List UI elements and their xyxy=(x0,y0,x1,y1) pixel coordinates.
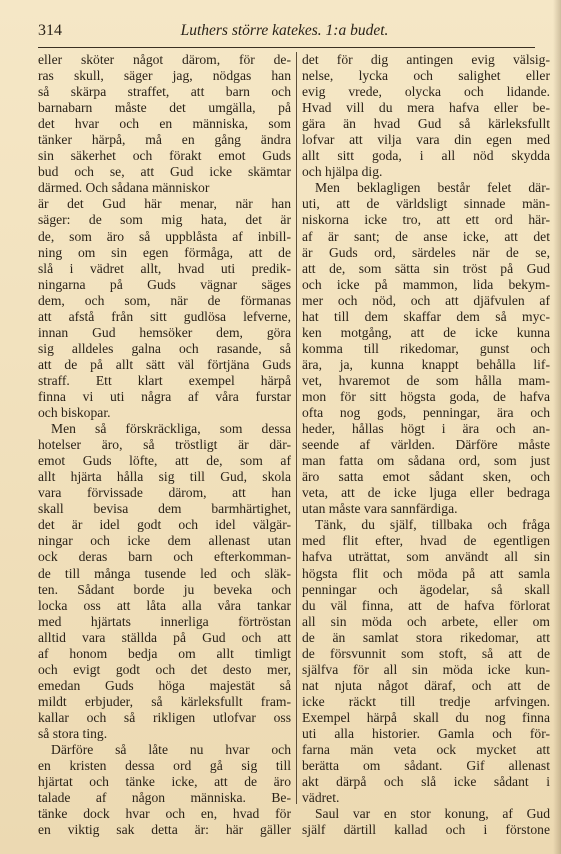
text-line: sin säkerhet och förakt emot Guds xyxy=(38,148,291,164)
text-line: uti alla historier. Gamla och för- xyxy=(302,725,550,741)
text-line: ningar och icke dem allenast utan xyxy=(38,533,291,549)
text-line: uti, att de världsligt sinnade män- xyxy=(302,196,550,212)
text-line: ken motgång, att de icke kunna xyxy=(302,324,550,340)
text-line: Exempel härpå skall du nog finna xyxy=(302,709,550,725)
text-line: skall bevisa dem barmhärtighet, xyxy=(38,501,291,517)
text-line: allt hjärta hålla sig till Gud, skola xyxy=(38,469,291,485)
page-number: 314 xyxy=(38,22,62,39)
text-line: bud och se, att Gud icke skämtar xyxy=(38,164,291,180)
text-line: en kristen dessa ord gå sig till xyxy=(38,758,291,774)
text-line: icke räckt till tredje arfvingen. xyxy=(302,693,550,709)
text-line: är det Gud här menar, när han xyxy=(38,196,291,212)
text-line: Men beklagligen består felet där- xyxy=(315,180,550,196)
text-line: berätta om sådant. Gif allenast xyxy=(302,758,550,774)
text-line: sig alldeles galna och rasande, så xyxy=(38,340,291,356)
running-title: Luthers större katekes. 1:a budet. xyxy=(180,22,389,39)
right-text-column xyxy=(302,52,550,838)
text-line: seende af världen. Därföre måste xyxy=(302,437,550,453)
text-line: penningar och ägodelar, så skall xyxy=(302,581,550,597)
text-line: mildt erbjuder, så kärleksfullt fram- xyxy=(38,693,291,709)
text-line: eller sköter något därom, för de- xyxy=(38,52,291,67)
text-line: akt därpå och slå icke sådant i xyxy=(302,774,550,790)
column-divider xyxy=(296,52,297,804)
text-line: komma till rikedomar, gunst och xyxy=(302,340,550,356)
header-rule xyxy=(38,47,535,48)
text-line: kallar och så rikligen utlofvar oss xyxy=(38,709,291,725)
text-line: niskorna icke tro, att ett ord här- xyxy=(302,212,550,228)
text-line: mon för sitt högsta goda, de hafva xyxy=(302,388,550,404)
text-line: finna vi uti några af våra furstar xyxy=(38,388,291,404)
text-line: barnabarn måste det umgälla, på xyxy=(38,100,291,116)
text-line: de försvunnit som stoft, så att de xyxy=(302,645,550,661)
text-line: äro satta emot sådant sken, och xyxy=(302,469,550,485)
text-line: farna män veta ock mycket att xyxy=(302,742,550,758)
text-line: vara förvissade därom, att han xyxy=(38,485,291,501)
text-line: straff. Ett klart exempel härpå xyxy=(38,372,291,388)
text-line: dem, och som, när de förmanas xyxy=(38,292,291,308)
text-line: och icke på mammon, lida bekym- xyxy=(302,276,550,292)
text-line: emedan Guds höga majestät så xyxy=(38,677,291,693)
text-line: därmed. Och sådana människor xyxy=(38,180,210,196)
text-line: att afstå från sitt gudlösa lefverne, xyxy=(38,308,291,324)
text-line: så skärpa straffet, att barn och xyxy=(38,84,291,100)
text-line: tänke dock hvar och en, hvad för xyxy=(38,806,291,822)
text-line: tänker härpå, må en gång ändra xyxy=(38,132,291,148)
text-line: du väl finna, att de hafva förlorat xyxy=(302,597,550,613)
text-line: slå i vädret allt, hvad uti predik- xyxy=(38,260,291,276)
text-line: allt sitt goda, i all nöd skydda xyxy=(302,148,550,164)
page-edge-shadow xyxy=(553,0,561,854)
text-line: själf därtill kallad och i förstone xyxy=(302,822,550,838)
text-line: talade af någon människa. Be- xyxy=(38,790,291,806)
text-line: nelse, lycka och salighet eller xyxy=(302,68,550,84)
text-line: hafva uträttat, som användt all sin xyxy=(302,549,550,565)
text-line: nat njuta något däraf, och att de xyxy=(302,677,550,693)
text-line: heder, hållas högt i ära och an- xyxy=(302,421,550,437)
text-line: säger: de som mig hata, det är xyxy=(38,212,291,228)
text-line: själfva för all sin möda icke kun- xyxy=(302,661,550,677)
text-line: att de på allt sätt väl förtjäna Guds xyxy=(38,356,291,372)
text-line: så stora ting. xyxy=(38,725,108,741)
left-text-column xyxy=(38,52,291,838)
text-line: de än samlat stora rikedomar, att xyxy=(302,629,550,645)
text-line: och evigt godt och det desto mer, xyxy=(38,661,291,677)
page-header xyxy=(38,22,531,44)
text-line: högsta flit och möda på att samla xyxy=(302,565,550,581)
text-line: Hvad vill du mera hafva eller be- xyxy=(302,100,550,116)
text-line: med hjärtats innerliga förtröstan xyxy=(38,613,291,629)
text-line: evig vrede, olycka och lidande. xyxy=(302,84,550,100)
text-line: med flit efter, hvad de egentligen xyxy=(302,533,550,549)
text-line: alltid vara ställda på Gud och att xyxy=(38,629,291,645)
text-line: ten. Sådant borde ju beveka och xyxy=(38,581,291,597)
text-line: utan måste vara sannfärdiga. xyxy=(302,501,458,517)
text-line: det för dig antingen evig välsig- xyxy=(302,52,550,67)
text-line: ära, ja, kunna knappt behålla lif- xyxy=(302,356,550,372)
text-line: ofta nog gods, penningar, ära och xyxy=(302,405,550,421)
text-line: hotelser äro, så tröstligt är där- xyxy=(38,437,291,453)
text-line: Saul var en stor konung, af Gud xyxy=(315,806,550,822)
text-line: att de, som sätta sin tröst på Gud xyxy=(302,260,550,276)
text-line: vädret. xyxy=(302,790,340,806)
text-line: och biskopar. xyxy=(38,405,111,421)
text-line: emot Guds löfte, att de, som af xyxy=(38,453,291,469)
text-line: en viktig sak detta är: här gäller xyxy=(38,822,291,838)
text-line: det är idel godt och idel välgär- xyxy=(38,517,291,533)
text-line: ras skull, säger jag, nödgas han xyxy=(38,68,291,84)
text-line: de till många tusende led och släk- xyxy=(38,565,291,581)
text-line: ningarna på Guds vägnar säges xyxy=(38,276,291,292)
text-line: gära än hvad Gud så kärleksfullt xyxy=(302,116,550,132)
text-line: locka oss att låta alla våra tankar xyxy=(38,597,291,613)
text-line: af är sant; de anse icke, att det xyxy=(302,228,550,244)
text-line: det hvar och en människa, som xyxy=(38,116,291,132)
text-line: mer och nöd, och att djäfvulen af xyxy=(302,292,550,308)
text-line: Därföre så låte nu hvar och xyxy=(51,742,291,758)
text-line: de, som äro så uppblåsta af inbill- xyxy=(38,228,291,244)
text-line: veta, att de icke ljuga eller bedraga xyxy=(302,485,550,501)
text-line: innan Gud hemsöker dem, göra xyxy=(38,324,291,340)
text-line: vet, hvaremot de som hålla mam- xyxy=(302,372,550,388)
text-line: all sin möda och arbete, eller om xyxy=(302,613,550,629)
text-line: är Guds ord, särdeles när de se, xyxy=(302,244,550,260)
text-line: lofvar att vilja vara din egen med xyxy=(302,132,550,148)
text-line: af honom bedja om allt timligt xyxy=(38,645,291,661)
text-line: man fatta om sådana ord, som just xyxy=(302,453,550,469)
text-line: hat till dem skaffar dem så myc- xyxy=(302,308,550,324)
text-line: Men så förskräckliga, som dessa xyxy=(51,421,291,437)
text-line: ock deras barn och efterkomman- xyxy=(38,549,291,565)
text-line: ning om sin egen förmåga, att de xyxy=(38,244,291,260)
text-line: Tänk, du själf, tillbaka och fråga xyxy=(315,517,550,533)
text-line: och hjälpa dig. xyxy=(302,164,383,180)
text-line: hjärtat och tänke icke, att de äro xyxy=(38,774,291,790)
